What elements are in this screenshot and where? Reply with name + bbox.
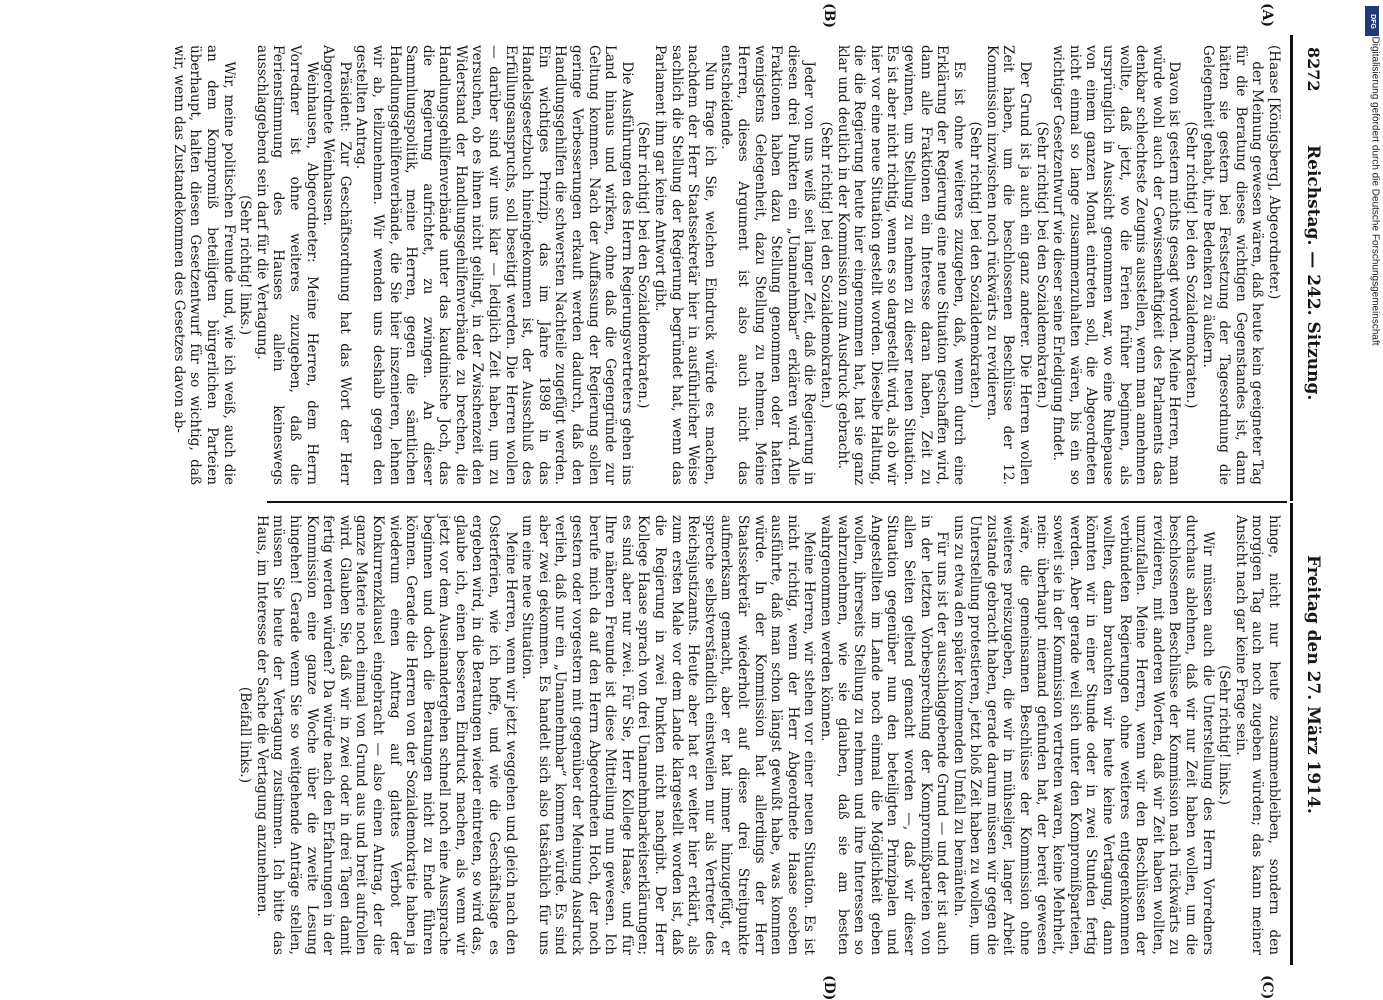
interjection: (Sehr richtig! links.) [236, 194, 253, 336]
document-page [47, 3, 1337, 1000]
paragraph: Davon ist gestern nichts gesagt worden. Meine Herren, man würde wohl auch der Gewissenhaftigkeit des Parlaments das denkbar schlechteste Zeugnis ausstellen, wenn man annehmen wollte, daß jetzt, wo die Ferien früher beginnen, als ursprünglich in Aussicht genommen war, wo eine Ruhepause von einem ganzen Monat eintreten soll, die Abgeordneten nicht einmal so lange zusammenzuhalten wären, bis ein so wichtiger Gesetzentwurf wie dieser seine Erledigung findet. [1049, 45, 1182, 485]
paragraph: Die Ausführungen des Herrn Regierungsvertreters gehen ins Land hinaus und wirken, ohne daß die Gegengründe zur Geltung kommen. Nach der Auffassung der Regierung sollen geringe Verbesserungen erkauft werden dadurch, daß den Handlungsgehilfen die schwersten Nachteile zugefügt werden. Ein wichtiges Prinzip, das im Jahre 1898 in das Handelsgesetzbuch hineingekommen ist, der Ausschluß des Erfüllungsanspruchs, soll beseitigt werden. Die Herren wollen — darüber sind wir uns klar — lediglich Zeit haben, um zu versuchen, ob es ihnen nicht gelingt, in der Zwischenzeit den Widerstand der Handlungsgehilfenverbände zu brechen, die Handlungsgehilfenverbände unter das kaudinische Joch, das die Regierung aufrichtet, zu zwingen. An dieser Sammlungspolitik, meine Herren, gegen die sämtlichen Handlungsgehilfenverbände, die Sie hier inszenieren, lehnen wir ab, teilzunehmen. Wir wenden uns deshalb gegen den gestellten Antrag. [352, 45, 635, 485]
paragraph: Präsident: Zur Geschäftsordnung hat das Wort der Herr Abgeordnete Weinhausen. [319, 45, 353, 485]
session-title: Reichstag. — 242. Sitzung. [1302, 145, 1323, 401]
interjection: (Sehr richtig! bei den Sozialdemokraten.) [817, 121, 834, 409]
paragraph: (Haase [Königsberg], Abgeordneter.) [1265, 45, 1282, 300]
left-column [170, 45, 1282, 485]
interjection: (Sehr richtig! bei den Sozialdemokraten.) [1182, 121, 1199, 409]
paragraph: Der Grund ist ja auch ein ganz anderer. Die Herren wollen Zeit haben, um die beschlossenen Beschlüsse der 12. Kommission inzwischen noch rückwärts zu revidieren. [983, 45, 1033, 485]
interjection: (Beifall links.) [236, 686, 253, 784]
margin-label-b: (B) [820, 3, 837, 29]
column-divider [267, 501, 1287, 503]
paragraph: hinge, nicht nur heute zusammenbleiben, sondern den morgigen Tag auch noch zugeben würden; das kann meiner Ansicht nach gar keine Frage sein. [1232, 515, 1282, 955]
dfg-sidebar [1365, 6, 1381, 646]
paragraph: der Meinung gewesen wären, daß heute kein geeigneter Tag für die Beratung dieses wichtigen Gegenstandes ist, dann hätten sie gestern bei Festsetzung der Tagesordnung die Gelegenheit gehabt, ihre Bedenken zu äußern. [1199, 45, 1265, 485]
interjection: (Sehr richtig! bei den Sozialdemokraten.) [966, 121, 983, 409]
dfg-logo-text: DFG [1368, 13, 1376, 29]
interjection: (Sehr richtig! bei den Sozialdemokraten.) [1033, 121, 1050, 409]
session-date: Freitag den 27. März 1914. [1302, 555, 1323, 814]
margin-label-a: (A) [1258, 3, 1275, 28]
interjection: (Sehr richtig! bei den Sozialdemokraten.) [634, 121, 651, 409]
right-column [236, 515, 1281, 955]
paragraph: Jeder von uns weiß seit langer Zeit, daß die Regierung in diesen drei Punkten ein „Unannehmbar“ erklären wird. Alle Fraktionen haben dazu Stellung genommen oder hatten wenigstens Gelegenheit, dazu Stellung zu nehmen. Meine Herren, dieses Argument ist also auch nicht das entscheidende. [717, 45, 817, 485]
interjection: (Sehr richtig! links.) [1215, 664, 1232, 806]
page-number: 8272 [1303, 47, 1323, 92]
header-rule-right [1290, 503, 1293, 965]
paragraph: Weinhausen, Abgeordneter: Meine Herren, dem Herrn Vorredner ist ohne weiteres zuzugeben, daß die Ferienstimmung des Hauses allein keineswegs ausschlaggebend sein darf für die Vertagung. [253, 45, 320, 485]
paragraph: Wir, meine politischen Freunde und, wie ich weiß, auch die an dem Kompromiß beteiligten bürgerlichen Parteien überhaupt, halten diesen Gesetzentwurf für so wichtig, daß wir, wenn das Zustandekommen des Gesetzes davon ab- [170, 45, 237, 485]
paragraph: Für uns ist der ausschlaggebende Grund — und der ist auch in der letzten Vorbesprechung der Kompromißparteien von allen Seiten geltend gemacht worden —, daß wir dieser Situation gegenüber nun den beteiligten Prinzipalen und Angestellten im Lande noch einmal die Möglichkeit geben wollen, ihrerseits Stellung zu nehmen und ihre Interessen so wahrzunehmen, wie sie glauben, daß sie am besten wahrgenommen werden können. [817, 515, 950, 955]
paragraph: Meine Herren, wir stehen vor einer neuen Situation. Es ist nicht richtig, wenn der Herr Abgeordnete Haase soeben ausführte, daß man schon längst gewußt habe, was kommen würde. In der Kommission hat allerdings der Herr Staatssekretär wiederholt auf diese drei Streitpunkte aufmerksam gemacht, aber er hat immer hinzugefügt, er spreche selbstverständlich einstweilen nur als Vertreter des Reichsjustizamts. Heute aber hat er weiter hier erklärt, als zum ersten Male vor dem Lande klargestellt worden ist, daß die Regierung in zwei Punkten nicht nachgibt. Der Herr Kollege Haase sprach von drei Unannehmbarkeitserklärungen; es sind aber nur zwei. Für Sie, Herr Kollege Haase, und für Ihre näheren Freunde ist diese Mitteilung nun gewesen. Ich berufe mich da auf den Herrn Abgeordneten Hoch, der noch gestern oder vorgestern mit gegenüber der Meinung Ausdruck verlieh, daß nur ein „Unannehmbar“ kommen würde. Es sind aber zwei gekommen. Es handelt sich also tatsächlich für uns um eine neue Situation. [518, 515, 817, 955]
paragraph: Es ist ohne weiteres zuzugeben, daß, wenn durch eine Erklärung der Regierung eine neue Situation geschaffen wird, dann alle Fraktionen ein Interesse daran haben, Zeit zu gewinnen, um Stellung zu nehmen zu dieser neuen Situation. Es ist aber nicht richtig, wenn es so dargestellt wird, als ob wir hier vor eine neue Situation gestellt worden. Dieselbe Haltung, die die Regierung heute hier eingenommen hat, hat sie ganz klar und deutlich in der Kommission zum Ausdruck gebracht. [834, 45, 967, 485]
paragraph: Nun frage ich Sie, welchen Eindruck würde es machen, nachdem der Herr Staatssekretär hier in ausführlicher Weise sachlich die Stellung der Regierung begründet hat, wenn das Parlament ihm gar keine Antwort gibt. [651, 45, 718, 485]
paragraph: Wir müssen auch die Unterstellung des Herrn Vorredners durchaus ablehnen, daß wir nur Zeit haben wollen, um die beschlossenen Beschlüsse der Kommission nach rückwärts zu revidieren, mit anderen Worten, daß wir Zeit haben wollten, umzufallen. Meine Herren, wenn wir den Beschlüssen der verbündeten Regierungen ohne weiteres entgegenkommen wollten, dann brauchten wir heute keine Vertagung, dann könnten wir in einer Stunde oder in zwei Stunden fertig werden. Aber gerade weil sich unter den Kompromißparteien, soweit sie in der Kommission vertreten waren, keine Mehrheit, nein: überhaupt niemand gefunden hat, der bereit gewesen wäre, die gemeinsamen Beschlüsse der Kommission ohne weiteres preiszugeben, die wir in mühseliger, langer Arbeit zustande gebracht haben, gerade darum müssen wir gegen die Unterstellung protestieren, jetzt bloß Zeit haben zu wollen, um uns zu etwa den später kommenden Umfall zu bemänteln. [950, 515, 1216, 955]
paragraph: Meine Herren, wenn wir jetzt weggehen und gleich nach den Osterferien, wie ich hoffe, und wie die Geschäftslage es ergeben wird, in die Beratungen wieder eintreten, so wird das, glaube ich, einen besseren Eindruck machen, als wenn wir jetzt vor dem Auseinandergehen schnell noch eine Aussprache beginnen und doch die Beratungen nicht zu Ende führen können. Gerade die Herren von der Sozialdemokratie haben ja wiederum einen Antrag auf glattes Verbot der Konkurrenzklausel eingebracht — also einen Antrag, der die ganze Materie noch einmal von Grund aus und breit aufrollen wird. Glauben Sie, daß wir in zwei oder in drei Tagen damit fertig werden würden? Da würde nach den Erfahrungen in der Kommission eine ganze Woche über die zweite Lesung hingehen! Gerade wenn Sie so weitgehende Anträge stellen, müssen Sie heute der Vertagung zustimmen. Ich bitte das Haus, im Interesse der Sache die Vertagung anzunehmen. [253, 515, 519, 955]
header-rule-left [1290, 35, 1293, 501]
page-header [1297, 35, 1337, 965]
funding-note: Digitalisierung gefördert durch die Deutsche Forschungsgemeinschaft [1369, 36, 1381, 346]
dfg-logo [1365, 6, 1379, 36]
margin-label-c: (C) [1258, 975, 1275, 1000]
margin-label-d: (D) [820, 975, 837, 1000]
